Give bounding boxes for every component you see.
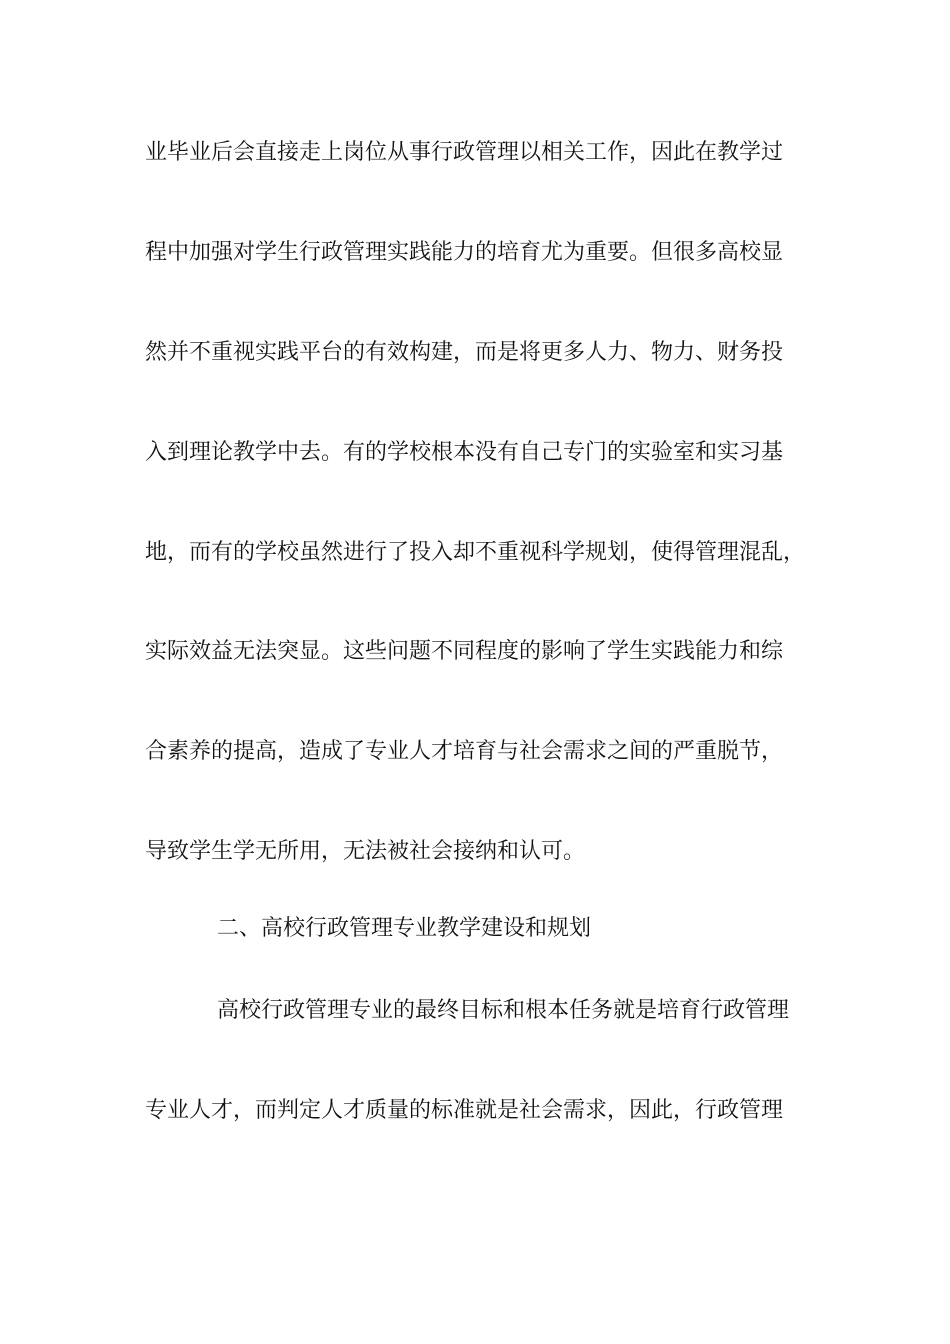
- paragraph-line: 业毕业后会直接走上岗位从事行政管理以相关工作，因此在教学过: [145, 140, 784, 165]
- paragraph-line: 地，而有的学校虽然进行了投入却不重视科学规划，使得管理混乱，: [145, 540, 806, 565]
- paragraph-line: 入到理论教学中去。有的学校根本没有自己专门的实验室和实习基: [145, 440, 784, 465]
- paragraph-line: 程中加强对学生行政管理实践能力的培育尤为重要。但很多高校显: [145, 240, 784, 265]
- paragraph-line: 然并不重视实践平台的有效构建，而是将更多人力、物力、财务投: [145, 340, 784, 365]
- paragraph-line: 专业人才，而判定人才质量的标准就是社会需求，因此，行政管理: [145, 1098, 784, 1123]
- paragraph-line: 实际效益无法突显。这些问题不同程度的影响了学生实践能力和综: [145, 639, 784, 664]
- section-heading: 二、高校行政管理专业教学建设和规划: [217, 916, 592, 941]
- paragraph-line: 导致学生学无所用，无法被社会接纳和认可。: [145, 839, 586, 864]
- paragraph-line: 合素养的提高，造成了专业人才培育与社会需求之间的严重脱节，: [145, 739, 784, 764]
- paragraph-line: 高校行政管理专业的最终目标和根本任务就是培育行政管理: [217, 998, 790, 1023]
